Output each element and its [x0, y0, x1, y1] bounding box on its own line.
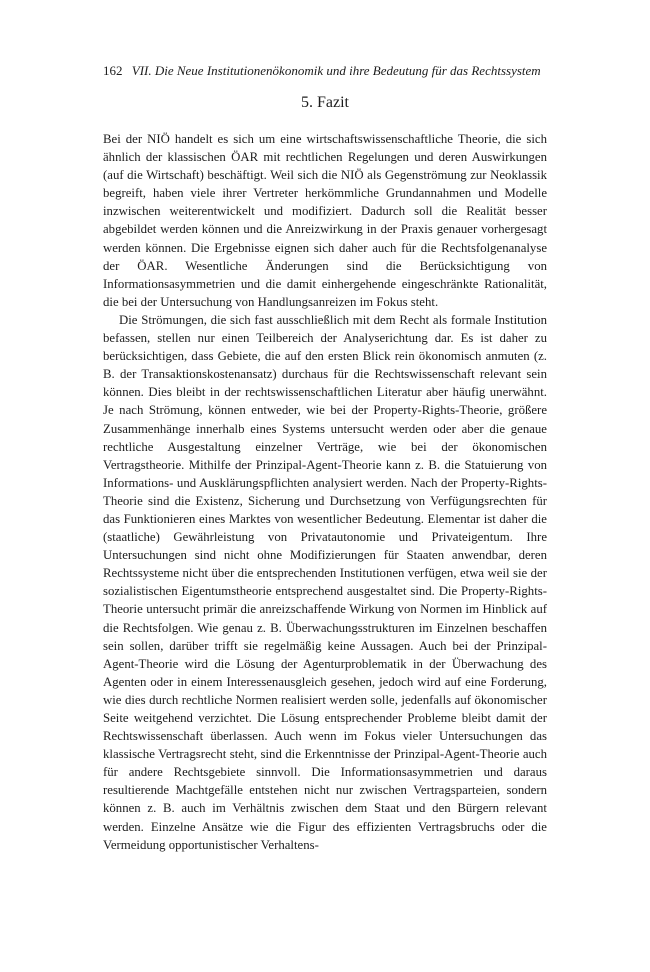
section-title: 5. Fazit	[301, 94, 349, 111]
book-page	[103, 62, 547, 854]
page-number: 162	[103, 63, 123, 78]
paragraph-1: Bei der NIÖ handelt es sich um eine wirtschaftswissenschaftliche Theorie, die sich ähnlich der klassischen ÖAR mit rechtlichen Regelungen und deren Auswirkungen (auf die Wirtschaft) beschäftigt. Weil sich die NIÖ als Gegenströmung zur Neoklassik begreift, haben viele ihrer Vertreter herkömmliche Grundannahmen und Modelle inzwischen weiterentwickelt und modifiziert. Dadurch soll die Realität besser abgebildet werden können und die Anreizwirkung in der Praxis genauer vorhergesagt werden können. Die Ergebnisse eignen sich daher auch für die Rechtsfolgenanalyse der ÖAR. Wesentliche Änderungen sind die Berücksichtigung von Informationsasymmetrien und die damit einhergehende eingeschränkte Rationalität, die bei der Untersuchung von Handlungsanreizen im Fokus steht.	[103, 132, 547, 309]
paragraph-2: Die Strömungen, die sich fast ausschließlich mit dem Recht als formale Institution befassen, stellen nur einen Teilbereich der Analyserichtung dar. Es ist daher zu berücksichtigen, dass Gebiete, die auf den ersten Blick rein ökonomisch anmuten (z. B. der Transaktionskostenansatz) durchaus für die Rechtswissenschaft relevant sein können. Dies bleibt in der rechtswissenschaftlichen Literatur aber häufig unerwähnt. Je nach Strömung, können entweder, wie bei der Property-Rights-Theorie, größere Zusammenhänge innerhalb eines Systems untersucht werden oder aber die genaue rechtliche Ausgestaltung einzelner Verträge, wie bei der ökonomischen Vertragstheorie. Mithilfe der Prinzipal-Agent-Theorie kann z. B. die Statuierung von Informations- und Ausklärungspflichten analysiert werden. Nach der Property-Rights-Theorie sind die Existenz, Sicherung und Durchsetzung von Verfügungsrechten für das Funktionieren eines Marktes von wesentlicher Bedeutung. Elementar ist daher die (staatliche) Gewährleistung von Privatautonomie und Privateigentum. Ihre Untersuchungen sind nicht ohne Modifizierungen für Staaten anwendbar, deren Rechtssysteme nicht über die entsprechenden Institutionen verfügen, etwa weil sie der sozialistischen Eigentumstheorie entsprechend ausgestaltet sind. Die Property-Rights-Theorie untersucht primär die anreizschaffende Wirkung von Normen im Hinblick auf die Rechtsfolgen. Wie genau z. B. Überwachungsstrukturen im Einzelnen beschaffen sein sollen, darüber trifft sie regelmäßig keine Aussagen. Auch bei der Prinzipal-Agent-Theorie wird die Lösung der Agenturproblematik in der Überwachung des Agenten oder in einem Interessenausgleich gesehen, jedoch wird auf eine Forderung, wie dies durch rechtliche Normen realisiert werden solle, jedenfalls auf ökonomischer Seite weitgehend verzichtet. Die Lösung entsprechender Probleme bleibt damit der Rechtswissenschaft überlassen. Auch wenn im Fokus vieler Untersuchungen das klassische Vertragsrecht steht, sind die Erkenntnisse der Prinzipal-Agent-Theorie auch für andere Rechtsgebiete sinnvoll. Die Informationsasymmetrien und daraus resultierende Machtgefälle entstehen nicht nur zwischen Vertragsparteien, sondern können z. B. auch im Verhältnis zwischen dem Staat und den Bürgern relevant werden. Einzelne Ansätze wie die Figur des effizienten Vertragsbruchs oder die Vermeidung opportunistischer Verhaltens-	[103, 312, 547, 852]
chapter-title: VII. Die Neue Institutionenökonomik und ihre Bedeutung für das Rechtssystem	[131, 63, 541, 78]
running-head	[103, 62, 547, 79]
body-text	[103, 130, 547, 854]
